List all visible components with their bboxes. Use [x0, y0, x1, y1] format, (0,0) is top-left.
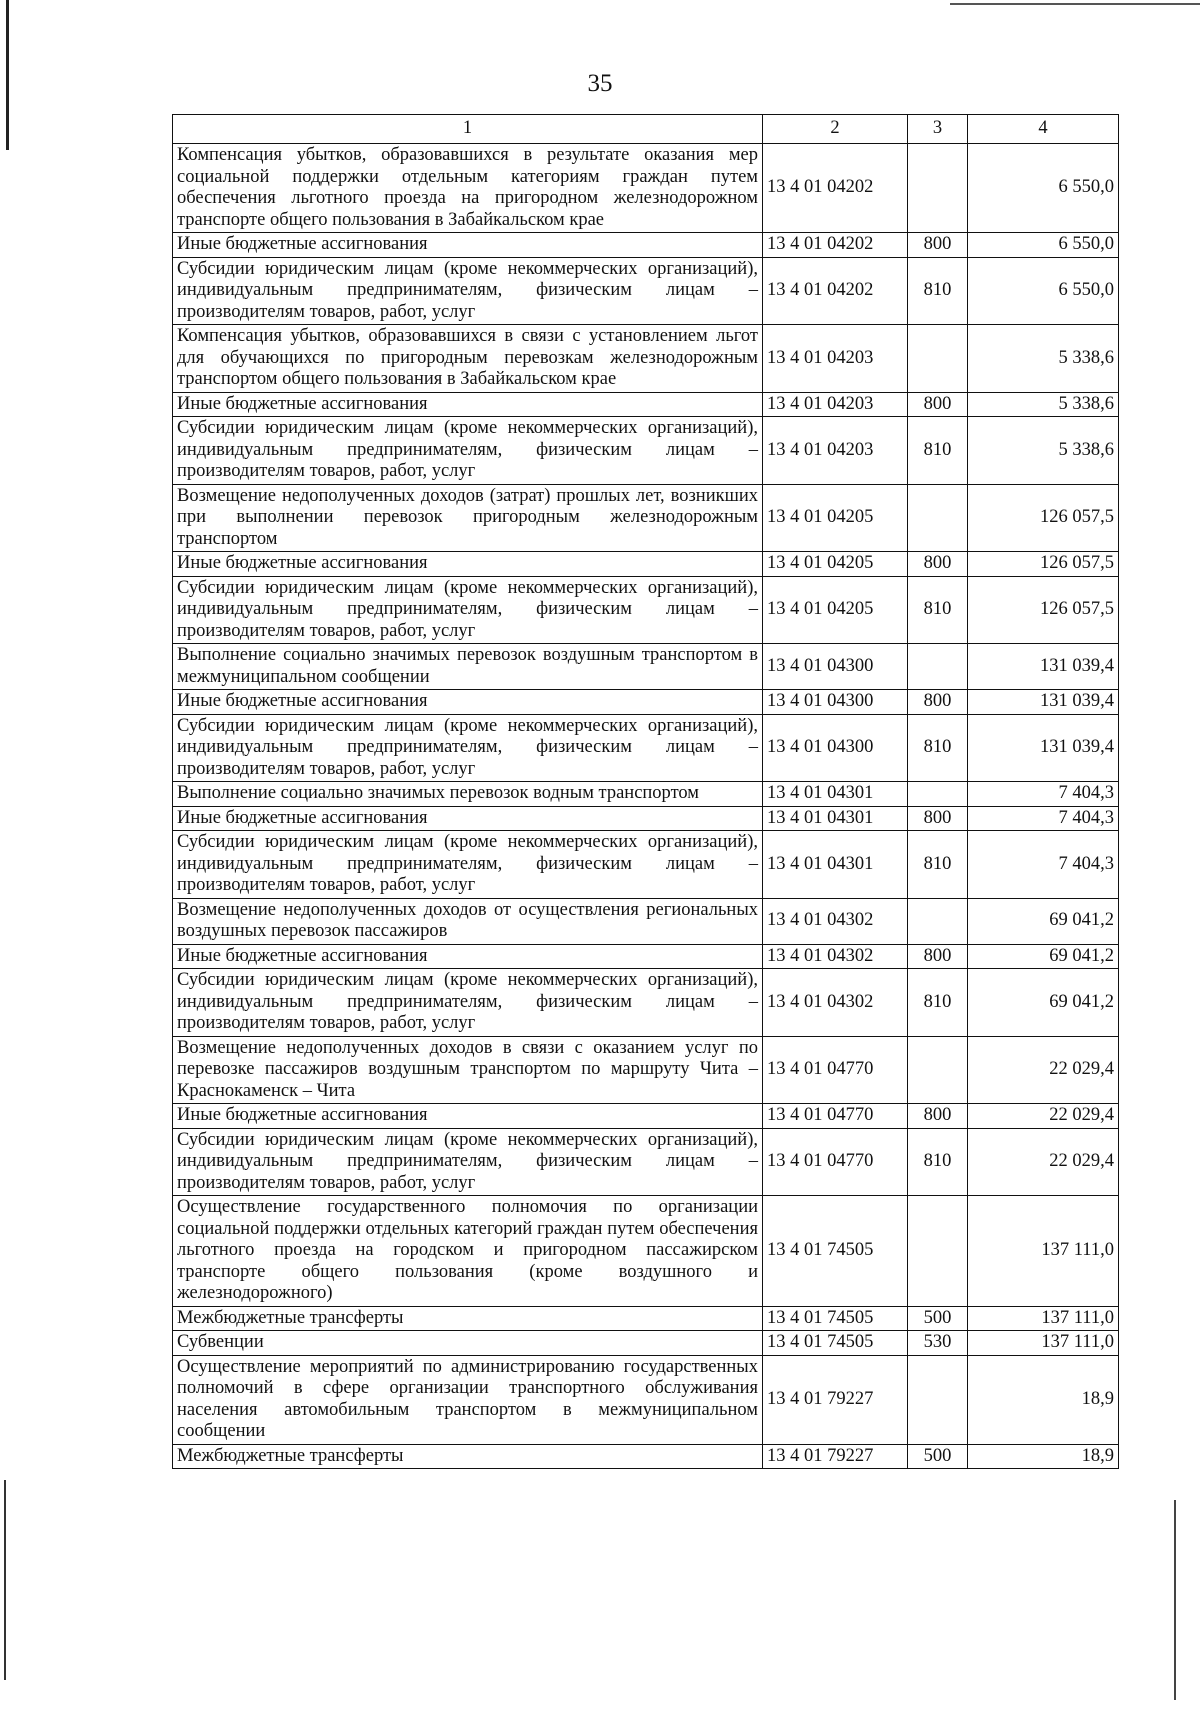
table-row — [173, 484, 1119, 552]
scan-edge-mark — [1174, 1500, 1176, 1700]
table-row — [173, 944, 1119, 969]
row-kind-cell — [908, 144, 968, 233]
row-code-cell: 13 4 01 04203 — [763, 392, 908, 417]
table-row — [173, 392, 1119, 417]
row-kind-cell: 800 — [908, 690, 968, 715]
row-amount-cell: 6 550,0 — [968, 233, 1119, 258]
row-amount-cell: 5 338,6 — [968, 325, 1119, 393]
column-header: 3 — [908, 115, 968, 144]
row-amount-cell: 18,9 — [968, 1444, 1119, 1469]
row-amount-cell: 18,9 — [968, 1355, 1119, 1444]
row-amount-cell: 131 039,4 — [968, 644, 1119, 690]
row-amount-cell: 69 041,2 — [968, 944, 1119, 969]
row-code-cell: 13 4 01 79227 — [763, 1444, 908, 1469]
row-name-cell: Компенсация убытков, образовавшихся в связи с установлением льгот для обучающихся по пригородным перевозкам железнодорожным транспортом общего пользования в Забайкальском крае — [173, 325, 763, 393]
page-number: 35 — [587, 70, 613, 97]
row-amount-cell: 22 029,4 — [968, 1104, 1119, 1129]
row-kind-cell: 810 — [908, 1128, 968, 1196]
row-code-cell: 13 4 01 04202 — [763, 233, 908, 258]
row-kind-cell: 800 — [908, 806, 968, 831]
row-code-cell: 13 4 01 74505 — [763, 1331, 908, 1356]
table-row — [173, 644, 1119, 690]
row-name-cell: Субсидии юридическим лицам (кроме некоммерческих организаций), индивидуальным предпринимателям, физическим лицам – производителям товаров, работ, услуг — [173, 576, 763, 644]
budget-table — [172, 114, 1119, 1469]
row-code-cell: 13 4 01 04203 — [763, 417, 908, 485]
row-kind-cell: 810 — [908, 257, 968, 325]
row-kind-cell — [908, 782, 968, 807]
row-name-cell: Возмещение недополученных доходов в связи с оказанием услуг по перевозке пассажиров воздушным транспортом по маршруту Чита – Краснокаменск – Чита — [173, 1036, 763, 1104]
row-amount-cell: 7 404,3 — [968, 782, 1119, 807]
row-kind-cell: 800 — [908, 392, 968, 417]
row-kind-cell: 530 — [908, 1331, 968, 1356]
row-amount-cell: 126 057,5 — [968, 576, 1119, 644]
row-name-cell: Возмещение недополученных доходов от осуществления региональных воздушных перевозок пассажиров — [173, 898, 763, 944]
row-amount-cell: 137 111,0 — [968, 1331, 1119, 1356]
row-kind-cell — [908, 325, 968, 393]
column-header: 1 — [173, 115, 763, 144]
table-row — [173, 325, 1119, 393]
row-code-cell: 13 4 01 04302 — [763, 944, 908, 969]
row-code-cell: 13 4 01 04302 — [763, 898, 908, 944]
row-amount-cell: 6 550,0 — [968, 144, 1119, 233]
row-code-cell: 13 4 01 04770 — [763, 1104, 908, 1129]
row-code-cell: 13 4 01 04205 — [763, 552, 908, 577]
row-name-cell: Иные бюджетные ассигнования — [173, 233, 763, 258]
row-amount-cell: 5 338,6 — [968, 392, 1119, 417]
row-name-cell: Осуществление мероприятий по администрированию государственных полномочий в сфере организации транспортного обслуживания населения автомобильным транспортом в межмуниципальном сообщении — [173, 1355, 763, 1444]
scan-edge-mark — [950, 3, 1200, 5]
row-name-cell: Иные бюджетные ассигнования — [173, 690, 763, 715]
table-header-row — [173, 115, 1119, 144]
table-row — [173, 552, 1119, 577]
table-row — [173, 144, 1119, 233]
row-code-cell: 13 4 01 74505 — [763, 1306, 908, 1331]
row-kind-cell: 800 — [908, 944, 968, 969]
scan-edge-mark — [4, 1480, 6, 1680]
row-name-cell: Иные бюджетные ассигнования — [173, 392, 763, 417]
table-row — [173, 417, 1119, 485]
table-body — [173, 144, 1119, 1469]
row-name-cell: Иные бюджетные ассигнования — [173, 806, 763, 831]
table-row — [173, 690, 1119, 715]
row-name-cell: Субсидии юридическим лицам (кроме некоммерческих организаций), индивидуальным предпринимателям, физическим лицам – производителям товаров, работ, услуг — [173, 831, 763, 899]
row-name-cell: Субсидии юридическим лицам (кроме некоммерческих организаций), индивидуальным предпринимателям, физическим лицам – производителям товаров, работ, услуг — [173, 417, 763, 485]
row-kind-cell: 810 — [908, 714, 968, 782]
row-code-cell: 13 4 01 04205 — [763, 484, 908, 552]
row-kind-cell — [908, 898, 968, 944]
row-kind-cell: 810 — [908, 969, 968, 1037]
table-row — [173, 831, 1119, 899]
row-code-cell: 13 4 01 04300 — [763, 690, 908, 715]
row-name-cell: Выполнение социально значимых перевозок водным транспортом — [173, 782, 763, 807]
row-kind-cell: 800 — [908, 1104, 968, 1129]
row-amount-cell: 22 029,4 — [968, 1128, 1119, 1196]
row-name-cell: Иные бюджетные ассигнования — [173, 1104, 763, 1129]
row-kind-cell — [908, 1196, 968, 1307]
row-amount-cell: 131 039,4 — [968, 690, 1119, 715]
row-kind-cell — [908, 484, 968, 552]
row-code-cell: 13 4 01 04302 — [763, 969, 908, 1037]
row-kind-cell: 800 — [908, 233, 968, 258]
table-row — [173, 576, 1119, 644]
row-code-cell: 13 4 01 04301 — [763, 782, 908, 807]
row-code-cell: 13 4 01 79227 — [763, 1355, 908, 1444]
row-name-cell: Компенсация убытков, образовавшихся в результате оказания мер социальной поддержки отдельным категориям граждан путем обеспечения льготного проезда на пригородном железнодорожном транспорте общего пользования в Забайкальском крае — [173, 144, 763, 233]
row-name-cell: Иные бюджетные ассигнования — [173, 552, 763, 577]
table-row — [173, 1355, 1119, 1444]
row-name-cell: Иные бюджетные ассигнования — [173, 944, 763, 969]
row-amount-cell: 126 057,5 — [968, 552, 1119, 577]
row-name-cell: Осуществление государственного полномочия по организации социальной поддержки отдельных категорий граждан путем обеспечения льготного проезда на городском и пригородном пассажирском транспорте общего пользования (кроме воздушного и железнодорожного) — [173, 1196, 763, 1307]
row-name-cell: Выполнение социально значимых перевозок воздушным транспортом в межмуниципальном сообщении — [173, 644, 763, 690]
row-name-cell: Субвенции — [173, 1331, 763, 1356]
row-code-cell: 13 4 01 04300 — [763, 714, 908, 782]
row-kind-cell — [908, 644, 968, 690]
table-row — [173, 1444, 1119, 1469]
row-amount-cell: 137 111,0 — [968, 1306, 1119, 1331]
row-code-cell: 13 4 01 04202 — [763, 257, 908, 325]
row-amount-cell: 6 550,0 — [968, 257, 1119, 325]
row-amount-cell: 69 041,2 — [968, 898, 1119, 944]
row-name-cell: Возмещение недополученных доходов (затрат) прошлых лет, возникших при выполнении перевозок пригородным железнодорожным транспортом — [173, 484, 763, 552]
row-code-cell: 13 4 01 04770 — [763, 1128, 908, 1196]
row-kind-cell: 500 — [908, 1444, 968, 1469]
row-name-cell: Межбюджетные трансферты — [173, 1306, 763, 1331]
table-row — [173, 782, 1119, 807]
table-row — [173, 969, 1119, 1037]
row-amount-cell: 5 338,6 — [968, 417, 1119, 485]
row-code-cell: 13 4 01 04205 — [763, 576, 908, 644]
row-code-cell: 13 4 01 04301 — [763, 806, 908, 831]
row-kind-cell: 810 — [908, 831, 968, 899]
row-kind-cell: 810 — [908, 576, 968, 644]
row-kind-cell: 800 — [908, 552, 968, 577]
row-amount-cell: 69 041,2 — [968, 969, 1119, 1037]
row-amount-cell: 7 404,3 — [968, 831, 1119, 899]
row-amount-cell: 22 029,4 — [968, 1036, 1119, 1104]
table-row — [173, 257, 1119, 325]
row-code-cell: 13 4 01 04301 — [763, 831, 908, 899]
table-row — [173, 1306, 1119, 1331]
table-row — [173, 1196, 1119, 1307]
row-amount-cell: 7 404,3 — [968, 806, 1119, 831]
row-name-cell: Субсидии юридическим лицам (кроме некоммерческих организаций), индивидуальным предпринимателям, физическим лицам – производителям товаров, работ, услуг — [173, 257, 763, 325]
row-code-cell: 13 4 01 04300 — [763, 644, 908, 690]
table-row — [173, 898, 1119, 944]
row-kind-cell: 500 — [908, 1306, 968, 1331]
row-kind-cell — [908, 1355, 968, 1444]
row-name-cell: Субсидии юридическим лицам (кроме некоммерческих организаций), индивидуальным предпринимателям, физическим лицам – производителям товаров, работ, услуг — [173, 969, 763, 1037]
row-amount-cell: 131 039,4 — [968, 714, 1119, 782]
row-kind-cell: 810 — [908, 417, 968, 485]
table-row — [173, 233, 1119, 258]
table-row — [173, 714, 1119, 782]
column-header: 2 — [763, 115, 908, 144]
row-name-cell: Субсидии юридическим лицам (кроме некоммерческих организаций), индивидуальным предпринимателям, физическим лицам – производителям товаров, работ, услуг — [173, 1128, 763, 1196]
table-row — [173, 1331, 1119, 1356]
row-code-cell: 13 4 01 04202 — [763, 144, 908, 233]
row-amount-cell: 137 111,0 — [968, 1196, 1119, 1307]
column-header: 4 — [968, 115, 1119, 144]
row-code-cell: 13 4 01 04770 — [763, 1036, 908, 1104]
row-code-cell: 13 4 01 04203 — [763, 325, 908, 393]
row-amount-cell: 126 057,5 — [968, 484, 1119, 552]
row-name-cell: Межбюджетные трансферты — [173, 1444, 763, 1469]
table-row — [173, 806, 1119, 831]
row-code-cell: 13 4 01 74505 — [763, 1196, 908, 1307]
table-row — [173, 1036, 1119, 1104]
row-kind-cell — [908, 1036, 968, 1104]
table-row — [173, 1128, 1119, 1196]
table-row — [173, 1104, 1119, 1129]
row-name-cell: Субсидии юридическим лицам (кроме некоммерческих организаций), индивидуальным предпринимателям, физическим лицам – производителям товаров, работ, услуг — [173, 714, 763, 782]
